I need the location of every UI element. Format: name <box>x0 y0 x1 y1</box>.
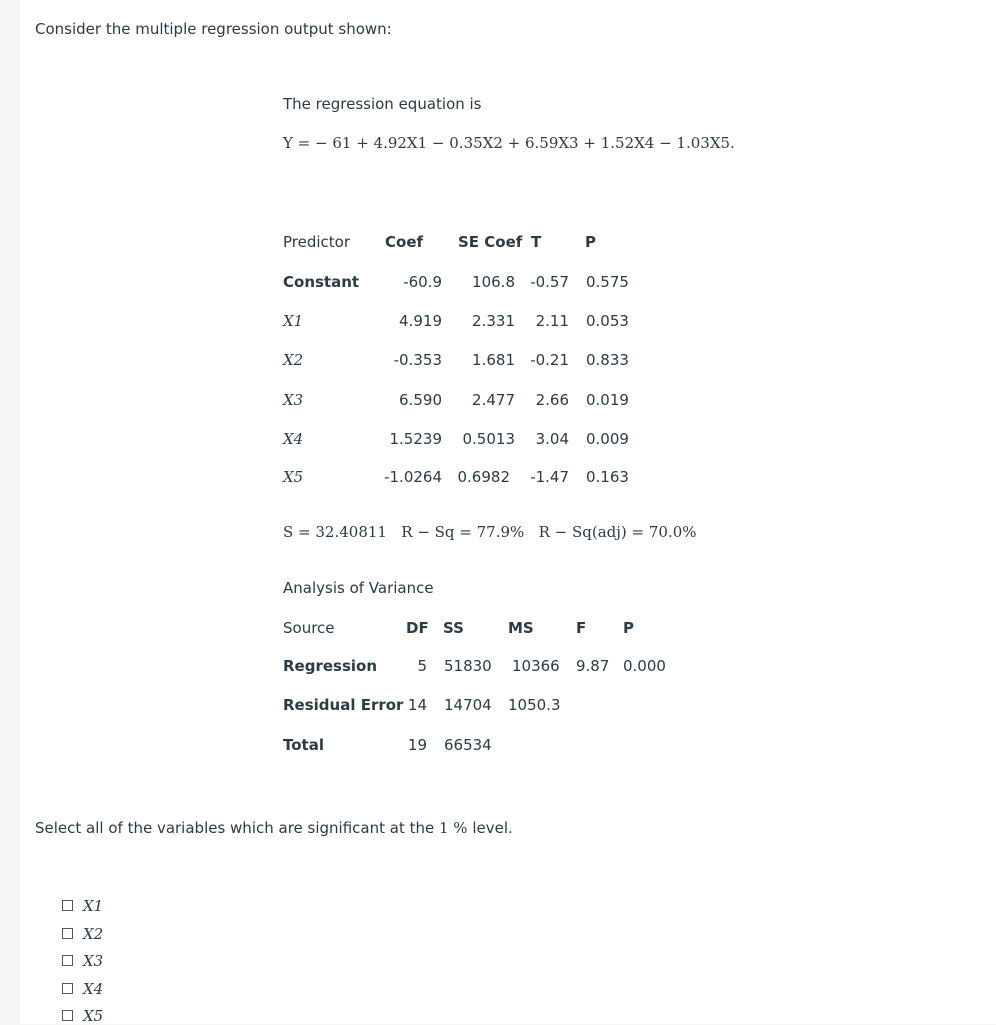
predictor-constant: Constant <box>283 273 360 291</box>
header-t: T <box>531 233 542 251</box>
checkbox-x3[interactable] <box>62 955 73 966</box>
regression-equation: Y = − 61 + 4.92X1 − 0.35X2 + 6.59X3 + 1.52X4 − 1.03X5. <box>283 134 735 152</box>
fit-statistics: S = 32.40811 R − Sq = 77.9% R − Sq(adj) = 70.0% <box>283 523 697 541</box>
anova-ms: 10366 <box>512 657 560 675</box>
anova-header-df: DF <box>406 619 429 637</box>
option-label-x3[interactable]: X3 <box>83 952 104 970</box>
predictor-x3: X3 <box>283 391 304 409</box>
se-value: 106.8 <box>472 273 515 291</box>
t-value: 2.11 <box>535 312 569 330</box>
predictor-x1: X1 <box>283 312 304 330</box>
p-value: 0.053 <box>586 312 629 330</box>
anova-header-p: P <box>623 619 634 637</box>
t-value: -0.57 <box>530 273 569 291</box>
header-coef: Coef <box>385 233 424 251</box>
anova-header-f: F <box>576 619 587 637</box>
predictor-x4: X4 <box>283 430 304 448</box>
anova-source-total: Total <box>283 736 324 754</box>
anova-title: Analysis of Variance <box>283 579 434 597</box>
header-predictor: Predictor <box>283 233 351 251</box>
coef-value: 4.919 <box>399 312 442 330</box>
anova-p: 0.000 <box>623 657 666 675</box>
anova-ss: 66534 <box>444 736 492 754</box>
coef-value: 1.5239 <box>389 430 442 448</box>
coef-value: 6.590 <box>399 391 442 409</box>
anova-header-ss: SS <box>443 619 464 637</box>
significance-level: 1 % <box>438 819 468 837</box>
question-after: level. <box>467 819 513 837</box>
option-label-x1[interactable]: X1 <box>83 897 104 915</box>
p-value: 0.833 <box>586 351 629 369</box>
se-value: 2.331 <box>472 312 515 330</box>
anova-source-regression: Regression <box>283 657 378 675</box>
question-text <box>35 819 513 837</box>
anova-df: 14 <box>407 696 427 714</box>
t-value: -1.47 <box>530 468 569 486</box>
option-label-x5[interactable]: X5 <box>83 1007 104 1025</box>
anova-ss: 51830 <box>444 657 492 675</box>
se-value: 0.5013 <box>462 430 515 448</box>
anova-df: 19 <box>407 736 427 754</box>
question-before: Select all of the variables which are significant at the <box>35 819 439 837</box>
anova-ss: 14704 <box>444 696 492 714</box>
t-value: -0.21 <box>530 351 569 369</box>
checkbox-x5[interactable] <box>62 1010 73 1021</box>
coef-value: -0.353 <box>393 351 442 369</box>
anova-ms: 1050.3 <box>508 696 561 714</box>
coef-value: -60.9 <box>403 273 442 291</box>
predictor-x5: X5 <box>283 468 304 486</box>
checkbox-x4[interactable] <box>62 983 73 994</box>
anova-header-source: Source <box>283 619 335 637</box>
p-value: 0.575 <box>586 273 629 291</box>
se-value: 0.6982 <box>457 468 510 486</box>
anova-header-ms: MS <box>508 619 534 637</box>
p-value: 0.163 <box>586 468 629 486</box>
p-value: 0.019 <box>586 391 629 409</box>
predictor-x2: X2 <box>283 351 304 369</box>
se-value: 2.477 <box>472 391 515 409</box>
option-label-x4[interactable]: X4 <box>83 980 104 998</box>
t-value: 3.04 <box>535 430 569 448</box>
content-panel <box>20 0 996 1024</box>
header-se-coef: SE Coef <box>458 233 523 251</box>
intro-text: Consider the multiple regression output shown: <box>35 20 392 38</box>
t-value: 2.66 <box>535 391 569 409</box>
anova-f: 9.87 <box>576 657 610 675</box>
p-value: 0.009 <box>586 430 629 448</box>
header-p: P <box>585 233 596 251</box>
option-label-x2[interactable]: X2 <box>83 925 104 943</box>
checkbox-x1[interactable] <box>62 900 73 911</box>
coef-value: -1.0264 <box>384 468 442 486</box>
equation-heading: The regression equation is <box>283 95 482 113</box>
anova-df: 5 <box>417 657 427 675</box>
se-value: 1.681 <box>472 351 515 369</box>
anova-source-residual: Residual Error <box>283 696 404 714</box>
checkbox-x2[interactable] <box>62 928 73 939</box>
